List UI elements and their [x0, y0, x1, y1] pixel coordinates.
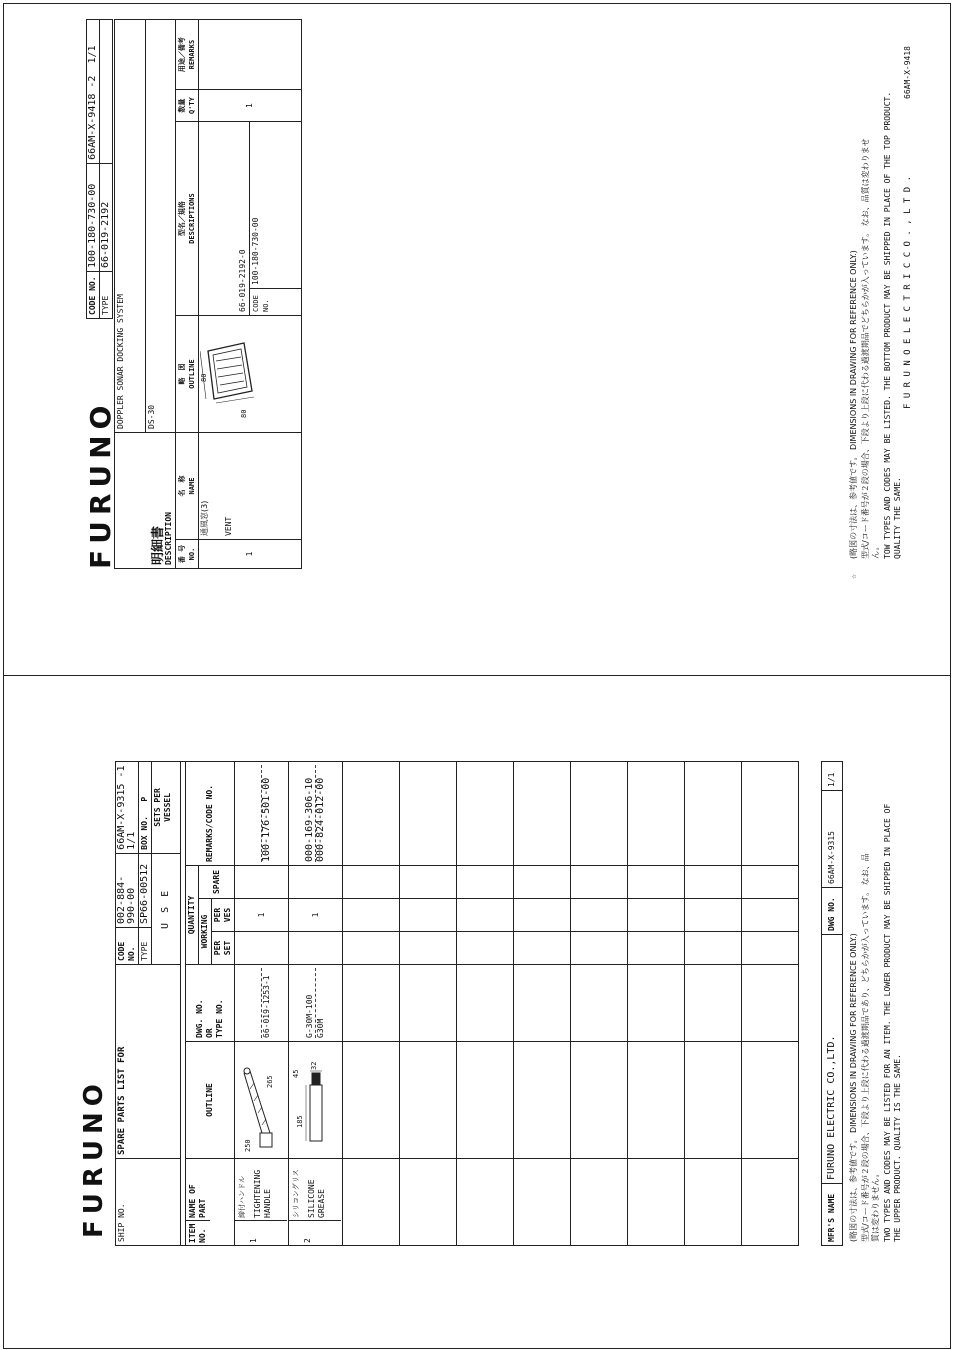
- top-notes: [849, 19, 929, 579]
- footer-doc-no: 66AM-X-9418: [903, 46, 912, 99]
- type-label: TYPE: [139, 928, 152, 965]
- type-label: TYPE: [100, 272, 113, 319]
- dwg-no-value: 66AM-X-9315: [822, 791, 843, 888]
- model-name: DS-30: [145, 20, 176, 433]
- item-dwg-2: G30M: [316, 1018, 325, 1038]
- title-en: DESCRIPTION: [164, 512, 173, 565]
- bottom-notes: [849, 761, 909, 1246]
- table-row: [289, 762, 343, 1246]
- dim-b: 80: [240, 409, 248, 418]
- code-no-value: 002-884-990-00: [116, 853, 139, 927]
- item-code: 100-180-730-00: [250, 122, 302, 289]
- item-name-jp: シリコングリス: [292, 1169, 300, 1218]
- item-name-jp: 締付ハンドル: [238, 1176, 246, 1218]
- type-value: SP66-00512: [139, 853, 152, 927]
- col-per-set: PER SET: [212, 932, 235, 965]
- doc-no: 66AM-X-9315 -1 1/1: [116, 762, 139, 853]
- item-dwg: 66-019-1253-1: [262, 975, 271, 1038]
- note-2: 型式/コード番号が２段の場合、下段より上段に代わる過渡期品でどちらかが入っています。 なお、品質は変わりませ: [861, 138, 870, 559]
- note-2: 型式/コード番号が２段の場合、下段より上段に代わる過渡期品であり、どちらかが入っています。 なお、品: [861, 853, 870, 1242]
- dim-1: 185: [296, 1115, 304, 1128]
- table-row: [235, 762, 289, 1246]
- spare-parts-table: [115, 761, 799, 1246]
- code-no-value: 100-180-730-00: [87, 163, 100, 271]
- item-per-ves: 1: [289, 899, 343, 932]
- dwg-no-label: DWG NO.: [822, 888, 843, 935]
- note-1: (略図の寸法は、参考値です。 DIMENSIONS IN DRAWING FOR REFERENCE ONLY.): [849, 250, 858, 559]
- furuno-logo: FURUNO: [79, 1078, 109, 1238]
- dim-3: 32: [310, 1061, 318, 1070]
- note-3: 質は変わりません。: [871, 1169, 880, 1242]
- company-name: F U R U N O E L E C T R I C C O . , L T D .: [903, 176, 913, 409]
- description-table: [114, 19, 302, 569]
- col-outline: 略 図 OUTLINE: [176, 316, 199, 433]
- bottom-sheet: [3, 675, 951, 1349]
- dwg-page: 1/1: [822, 762, 843, 791]
- col-working: WORKING: [199, 899, 212, 965]
- col-remarks: 用途／備考 REMARKS: [176, 20, 199, 90]
- note-4: TWO TYPES AND CODES MAY BE LISTED FOR AN ITEM. THE LOWER PRODUCT MAY BE SHIPPED IN PLACE OF: [883, 803, 892, 1242]
- grease-outline: [289, 1042, 343, 1159]
- ship-no-label: SHIP NO.: [116, 1159, 181, 1246]
- mfr-label: MFR'S NAME: [822, 1184, 843, 1246]
- note-4: TOW TYPES AND CODES MAY BE LISTED. THE BOTTOM PRODUCT MAY BE SHIPPED IN PLACE OF THE TOP PRODUCT.: [883, 91, 892, 559]
- title-jp: 明細書: [151, 525, 166, 565]
- item-no: 1: [199, 540, 302, 569]
- col-remarks: REMARKS/CODE NO.: [186, 762, 235, 866]
- item-code-1: 000-169-306-10: [305, 765, 316, 862]
- furuno-logo: FURUNO: [84, 399, 117, 569]
- dim-2: 45: [292, 1069, 300, 1078]
- footer-table: [821, 761, 843, 1246]
- item-name-en: SILICONE GREASE: [307, 1179, 326, 1218]
- col-quantity: QUANTITY: [186, 866, 199, 965]
- item-desc: 66-019-2192-0: [199, 122, 250, 316]
- use-label: U S E: [152, 853, 181, 964]
- code-no-label: CODE NO.: [87, 272, 100, 319]
- item-name: 通風窓(3) VENT: [199, 433, 302, 540]
- vent-outline: [199, 316, 302, 433]
- col-dwg-no: DWG. NO. OR TYPE NO.: [186, 965, 235, 1042]
- box-no: BOX NO. P: [139, 762, 152, 853]
- col-desc: 型名／規格 DESCRIPTIONS: [176, 122, 199, 316]
- top-header-table: [86, 19, 113, 319]
- item-per-ves: 1: [235, 899, 289, 932]
- item-name-en: TIGHTENING HANDLE: [253, 1169, 272, 1218]
- item-code-2: 000-824-012-00: [315, 777, 326, 862]
- system-name: DOPPLER SONAR DOCKING SYSTEM: [115, 20, 146, 433]
- dim-2: 265: [266, 1075, 274, 1088]
- code-no-label: CODE NO.: [116, 928, 139, 965]
- sets-per-vessel: SETS PER VESSEL: [152, 762, 181, 853]
- mfr-name: FURUNO ELECTRIC CO.,LTD.: [822, 935, 843, 1184]
- col-outline: OUTLINE: [186, 1042, 235, 1159]
- table-row: [199, 20, 250, 569]
- item-qty: 1: [199, 90, 302, 122]
- code-label: CODE NO.: [250, 289, 302, 316]
- col-name: 名 称 NAME: [176, 433, 199, 540]
- col-qty: 数量 Q'TY: [176, 90, 199, 122]
- bottom-sheet-content: [79, 761, 869, 1246]
- note-3: ん。: [871, 542, 880, 559]
- top-sheet: [3, 3, 951, 677]
- item-dwg-1: G-30M-100: [305, 968, 316, 1038]
- col-spare: SPARE: [199, 866, 235, 899]
- doc-no: 66AM-X-9418 -2 1/1: [87, 20, 100, 164]
- col-item-no: ITEM NO.: [186, 1220, 210, 1245]
- type-value: 66-019-2192: [100, 163, 113, 271]
- dim-1: 250: [244, 1139, 252, 1152]
- col-per-ves: PER VES: [212, 899, 235, 932]
- item-code: 100-176-501-00: [261, 777, 272, 862]
- note-1: (略図の寸法は、参考値です。 DIMENSIONS IN DRAWING FOR REFERENCE ONLY.): [849, 933, 858, 1242]
- handle-outline: [235, 1042, 289, 1159]
- col-no: 番 号 NO.: [176, 540, 199, 569]
- top-sheet-content: [84, 19, 944, 579]
- list-title: SPARE PARTS LIST FOR: [116, 965, 181, 1159]
- dim-a: 80: [200, 373, 208, 382]
- item-no: 1: [235, 1220, 287, 1245]
- vent-drawing: [200, 329, 270, 429]
- item-no: 2: [289, 1220, 341, 1245]
- col-name: NAME OF PART: [188, 1184, 207, 1218]
- note-5: QUALITY THE SAME.: [893, 477, 902, 559]
- note-5: THE UPPER PRODUCT. QUALITY IS THE SAME.: [893, 1054, 902, 1242]
- star-mark: ☆: [849, 574, 858, 579]
